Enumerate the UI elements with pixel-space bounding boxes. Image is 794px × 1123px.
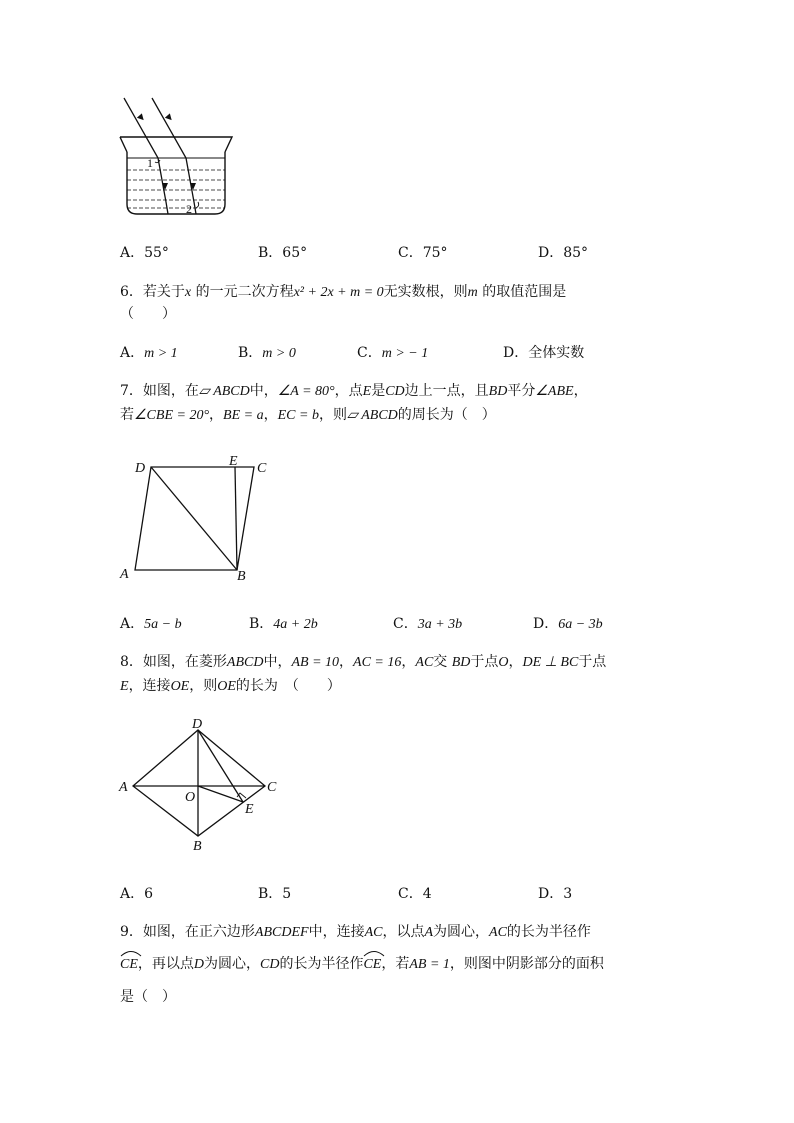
q6-stem	[120, 282, 566, 303]
q7-option-c: C．3a + 3b	[393, 616, 463, 632]
q5-option-d: D．85°	[538, 245, 589, 261]
q7-label-B: B	[237, 569, 246, 584]
q7-option-a: A．5a − b	[120, 616, 182, 632]
q8-label-E: E	[245, 802, 254, 817]
q7-label-C: C	[257, 461, 267, 476]
q6-var-x: x	[184, 285, 192, 300]
q7-label-A: A	[120, 567, 129, 582]
parallelogram-figure	[115, 450, 285, 585]
q9-stem-line1: 9．如图，在正六边形ABCDEF中，连接AC，以点A为圆心，AC的长为半径作	[120, 924, 591, 940]
q9-arc-ce-2: CE	[363, 955, 381, 975]
q6-equation: x² + 2x + m = 0	[293, 285, 384, 300]
angle-1-label: 1	[147, 156, 153, 170]
q9-stem-line3: 是（ ）	[120, 989, 176, 1005]
rhombus-figure	[115, 718, 290, 858]
q6-paren: （ ）	[120, 306, 176, 322]
q6-option-a: A．m > 1	[120, 345, 178, 361]
q8-option-a: A．6	[120, 886, 154, 902]
q7-option-b: B．4a + 2b	[249, 616, 318, 632]
q7-stem-line1: 7．如图，在▱ ABCD中，∠A = 80°，点E是CD边上一点，且BD平分∠ABE，	[120, 383, 588, 399]
beaker-figure	[110, 92, 240, 222]
q6-option-d: D．全体实数	[503, 345, 585, 361]
q5-option-c: C．75°	[398, 245, 448, 261]
q6-stem-prefix: 6．若关于	[120, 284, 185, 300]
q9-arc-ce-1: CE	[120, 955, 138, 975]
q7-label-E: E	[229, 454, 238, 469]
q8-label-B: B	[193, 839, 202, 854]
q8-option-c: C．4	[398, 886, 432, 902]
q6-option-b: B．m > 0	[238, 345, 296, 361]
q5-option-a: A．55°	[120, 245, 169, 261]
q8-label-O: O	[185, 790, 196, 805]
q5-option-b: B．65°	[258, 245, 308, 261]
q8-option-d: D．3	[538, 886, 573, 902]
q7-option-d: D．6a − 3b	[533, 616, 603, 632]
q7-label-D: D	[135, 461, 146, 476]
q6-stem-suffix: 的取值范围是	[482, 284, 567, 300]
q6-var-m: m	[467, 285, 478, 300]
q7-stem-line2: 若∠CBE = 20°，BE = a，EC = b，则▱ ABCD的周长为（ ）	[120, 407, 496, 423]
q8-option-b: B．5	[258, 886, 292, 902]
q8-stem-line1: 8．如图，在菱形ABCD中，AB = 10，AC = 16，AC交 BD于点O，DE ⊥ BC于点	[120, 654, 607, 670]
angle-2-label: 2	[186, 202, 192, 216]
q6-stem-mid2: 无实数根，则	[383, 284, 468, 300]
q6-stem-mid: 的一元二次方程	[195, 284, 294, 300]
q8-label-C: C	[267, 780, 277, 795]
q8-stem-line2: E，连接OE，则OE的长为 （ ）	[120, 678, 341, 694]
q9-stem-line2: CE，再以点D为圆心，CD的长为半径作 CE，若AB = 1，则图中阴影部分的面积	[120, 954, 604, 975]
q8-label-A: A	[119, 780, 128, 795]
q6-option-c: C．m > − 1	[357, 345, 429, 361]
q8-label-D: D	[192, 717, 203, 732]
